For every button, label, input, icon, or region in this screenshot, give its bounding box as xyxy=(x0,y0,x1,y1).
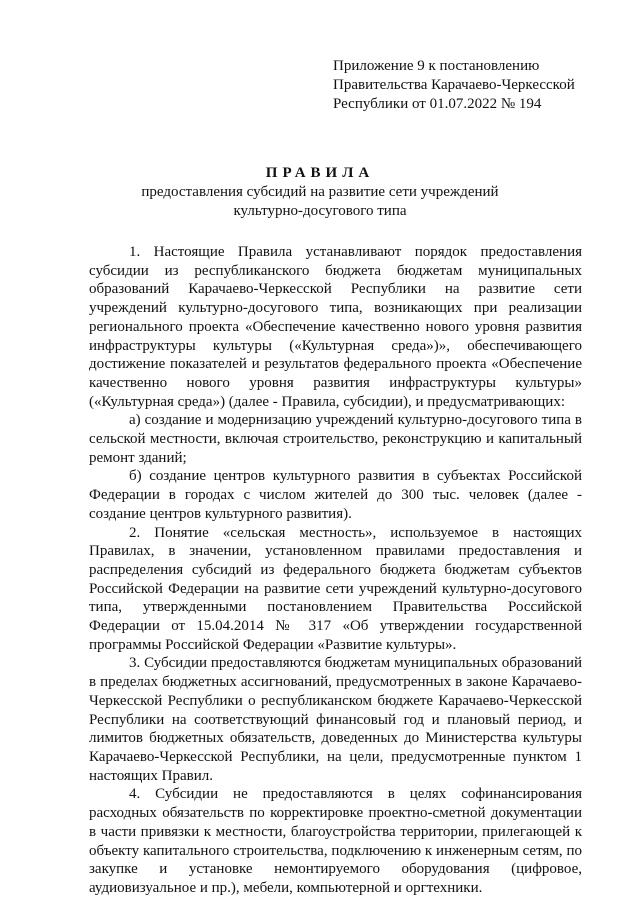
appendix-reference xyxy=(333,57,623,114)
paragraph-2: 2. Понятие «сельская местность», используемое в настоящих Правилах, в значении, установленном правилами предоставления и распределения субсидий из федерального бюджета бюджетам субъектов Российской Федерации на развитие сети учреждений культурно-досугового типа, утвержденными постановлением Правительства Российской Федерации от 15.04.2014 № 317 «Об утверждении государственной программы Российской Федерации «Развитие культуры». xyxy=(89,524,582,653)
document-subtitle xyxy=(0,183,640,221)
paragraph-1: 1. Настоящие Правила устанавливают порядок предоставления субсидии из республиканского бюджета бюджетам муниципальных образований Карачаево-Черкесской Республики на развитие сети учреждений культурно-досугового типа, возникающих при реализации регионального проекта «Обеспечение качественно нового уровня развития инфраструктуры культуры («Культурная среда»)», обеспечивающего достижение показателей и результатов федерального проекта «Обеспечение качественно нового уровня развития инфраструктуры культуры» («Культурная среда») (далее - Правила, субсидии), и предусматривающих: xyxy=(89,244,582,410)
document-body xyxy=(89,243,582,898)
appendix-line: Правительства Карачаево-Черкесской xyxy=(333,77,575,93)
paragraph-1b: б) создание центров культурного развития в субъектах Российской Федерации в городах с числом жителей до 300 тыс. человек (далее - создание центров культурного развития). xyxy=(89,468,582,522)
document-title: ПРАВИЛА xyxy=(265,165,375,181)
paragraph-4: 4. Субсидии не предоставляются в целях софинансирования расходных обязательств по корректировке проектно-сметной документации в части привязки к местности, благоустройства территории, прилегающей к объекту капитального строительства, подключению к инженерным сетям, по закупке и установке немонтируемого оборудования (цифровое, аудиовизуальное и пр.), мебели, компьютерной и оргтехники. xyxy=(89,786,582,896)
appendix-line: Приложение 9 к постановлению xyxy=(333,58,540,74)
paragraph-3: 3. Субсидии предоставляются бюджетам муниципальных образований в пределах бюджетных ассигнований, предусмотренных в законе Карачаево-Черкесской Республики о республиканском бюджете Карачаево-Черкесской Республики на соответствующий финансовый год и плановый период, и лимитов бюджетных обязательств, доведенных до Министерства культуры Карачаево-Черкесской Республики, на цели, предусмотренные пунктом 1 настоящих Правил. xyxy=(89,655,582,784)
subtitle-line: культурно-досугового типа xyxy=(233,203,407,219)
paragraph-1a: а) создание и модернизацию учреждений культурно-досугового типа в сельской местности, включая строительство, реконструкцию и капитальный ремонт зданий; xyxy=(89,412,582,466)
appendix-line: Республики от 01.07.2022 № 194 xyxy=(333,96,542,112)
subtitle-line: предоставления субсидий на развитие сети учреждений xyxy=(141,184,499,200)
